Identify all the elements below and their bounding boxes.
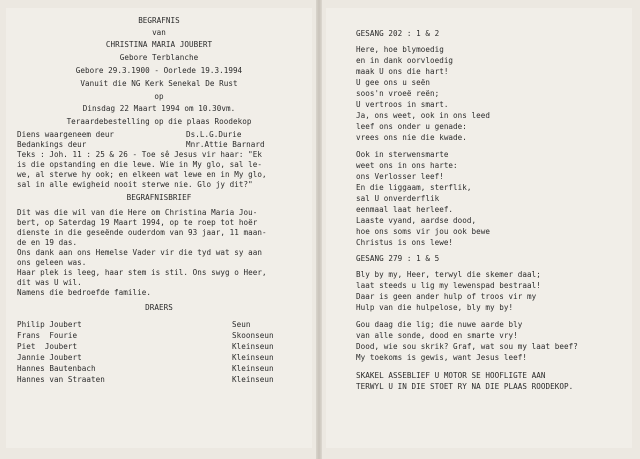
hymn-line: sal U onverderflik xyxy=(356,194,440,203)
scripture-line: is die opstanding en die lewe. Wie in My glo, sal le- xyxy=(17,160,262,169)
notice-line: TERWYL U IN DIE STOET RY NA DIE PLAAS ROODEKOP. xyxy=(356,382,574,391)
brief-line: Haar plek is leeg, haar stem is stil. Ons swyg o Heer, xyxy=(17,268,267,277)
draer-name: Frans Fourie xyxy=(17,331,78,340)
service-title: BEGRAFNIS xyxy=(138,16,180,25)
hymn-line: Hulp van die hulpelose, bly my by! xyxy=(356,303,514,312)
hymn-line: vrees ons nie die kwade. xyxy=(356,133,467,142)
op-text: op xyxy=(154,92,164,101)
hymn-line: soos'n vroeë reën; xyxy=(356,89,440,98)
hymn-line: leef ons onder u genade: xyxy=(356,122,467,131)
brief-line: de en 19 das. xyxy=(17,238,78,247)
hymn-line: Daar is geen ander hulp of troos vir my xyxy=(356,292,537,301)
hymn-line: laat steeds u lig my lewenspad bestraal! xyxy=(356,281,541,290)
maiden-name: Gebore Terblanche xyxy=(119,53,199,62)
hymn-line: weet ons in ons harte: xyxy=(356,161,458,170)
hymn-line: U vertroos in smart. xyxy=(356,100,449,109)
brief-line: bert, op Saterdag 19 Maart 1994, op te roep tot hoër xyxy=(17,218,258,227)
scripture-line: we, al sterwe hy ook; en elkeen wat lewe en in My glo, xyxy=(17,170,267,179)
draers-title: DRAERS xyxy=(145,303,173,312)
draer-relation: Kleinseun xyxy=(232,375,274,384)
brief-line: Namens die bedroefde familie. xyxy=(17,288,152,297)
draer-relation: Kleinseun xyxy=(232,353,274,362)
hymn-line: en in dank oorvloedig xyxy=(356,56,454,65)
role-label: Bedankings deur xyxy=(17,140,87,149)
notice-line: SKAKEL ASSEBLIEF U MOTOR SE HOOFLIGTE AAN xyxy=(356,371,546,380)
brief-line: dit was U wil. xyxy=(17,278,82,287)
draer-name: Piet Joubert xyxy=(17,342,78,351)
brief-title: BEGRAFNISBRIEF xyxy=(126,193,192,202)
hymn-title: GESANG 202 : 1 & 2 xyxy=(356,29,440,38)
draer-name: Philip Joubert xyxy=(17,320,82,329)
hymn-line: Gou daag die lig; die nuwe aarde bly xyxy=(356,320,523,329)
hymn-line: maak U ons die hart! xyxy=(356,67,449,76)
hymn-line: eenmaal laat herleef. xyxy=(356,205,454,214)
hymn-line: Ja, ons weet, ook in ons leed xyxy=(356,111,491,120)
role-label: Diens waargeneem deur xyxy=(17,130,115,139)
hymn-title: GESANG 279 : 1 & 5 xyxy=(356,254,440,263)
hymn-line: van alle sonde, dood en smarte vry! xyxy=(356,331,518,340)
hymn-line: Laaste vyand, aardse dood, xyxy=(356,216,477,225)
hymn-line: hoe ons soms vir jou ook bewe xyxy=(356,227,491,236)
brief-line: Ons dank aan ons Hemelse Vader vir die tyd wat sy aan xyxy=(17,248,262,257)
hymn-line: Ook in sterwensmarte xyxy=(356,150,449,159)
brief-line: dienste in die geseënde ouderdom van 93 jaar, 11 maan- xyxy=(17,228,267,237)
draer-relation: Kleinseun xyxy=(232,342,274,351)
draer-relation: Kleinseun xyxy=(232,364,274,373)
scripture-line: Teks : Joh. 11 : 25 & 26 - Toe sê Jesus vir haar: "Ek xyxy=(17,150,262,159)
hymn-line: Christus is ons lewe! xyxy=(356,238,454,247)
church-text: Vanuit die NG Kerk Senekal De Rust xyxy=(80,79,238,88)
draer-name: Hannes Bautenbach xyxy=(17,364,96,373)
hymn-line: En die liggaam, sterflik, xyxy=(356,183,472,192)
van-text: van xyxy=(152,28,166,37)
service-date: Dinsdag 22 Maart 1994 om 10.30vm. xyxy=(82,104,236,113)
draer-name: Hannes van Straaten xyxy=(17,375,105,384)
hymn-line: Bly by my, Heer, terwyl die skemer daal; xyxy=(356,270,541,279)
life-dates: Gebore 29.3.1900 - Oorlede 19.3.1994 xyxy=(75,66,243,75)
draer-relation: Skoonseun xyxy=(232,331,274,340)
page-fold xyxy=(316,0,322,459)
scripture-line: sal in alle ewigheid nooit sterwe nie. Glo jy dit?" xyxy=(17,180,253,189)
hymn-line: Dood, wie sou skrik? Graf, wat sou my laat beef? xyxy=(356,342,578,351)
burial-text: Teraardebestelling op die plaas Roodekop xyxy=(66,117,252,126)
role-name: Mnr.Attie Barnard xyxy=(186,140,265,149)
brief-line: ons geleen was. xyxy=(17,258,87,267)
hymn-line: U gee ons u seën xyxy=(356,78,430,87)
draer-name: Jannie Joubert xyxy=(17,353,82,362)
hymn-line: My toekoms is gewis, want Jesus leef! xyxy=(356,353,528,362)
hymn-line: ons Verlosser leef! xyxy=(356,172,444,181)
draer-relation: Seun xyxy=(232,320,251,329)
hymn-line: Here, hoe blymoedig xyxy=(356,45,444,54)
role-name: Ds.L.G.Durie xyxy=(186,130,242,139)
brief-line: Dit was die wil van die Here om Christina Maria Jou- xyxy=(17,208,258,217)
deceased-name: CHRISTINA MARIA JOUBERT xyxy=(105,40,213,49)
